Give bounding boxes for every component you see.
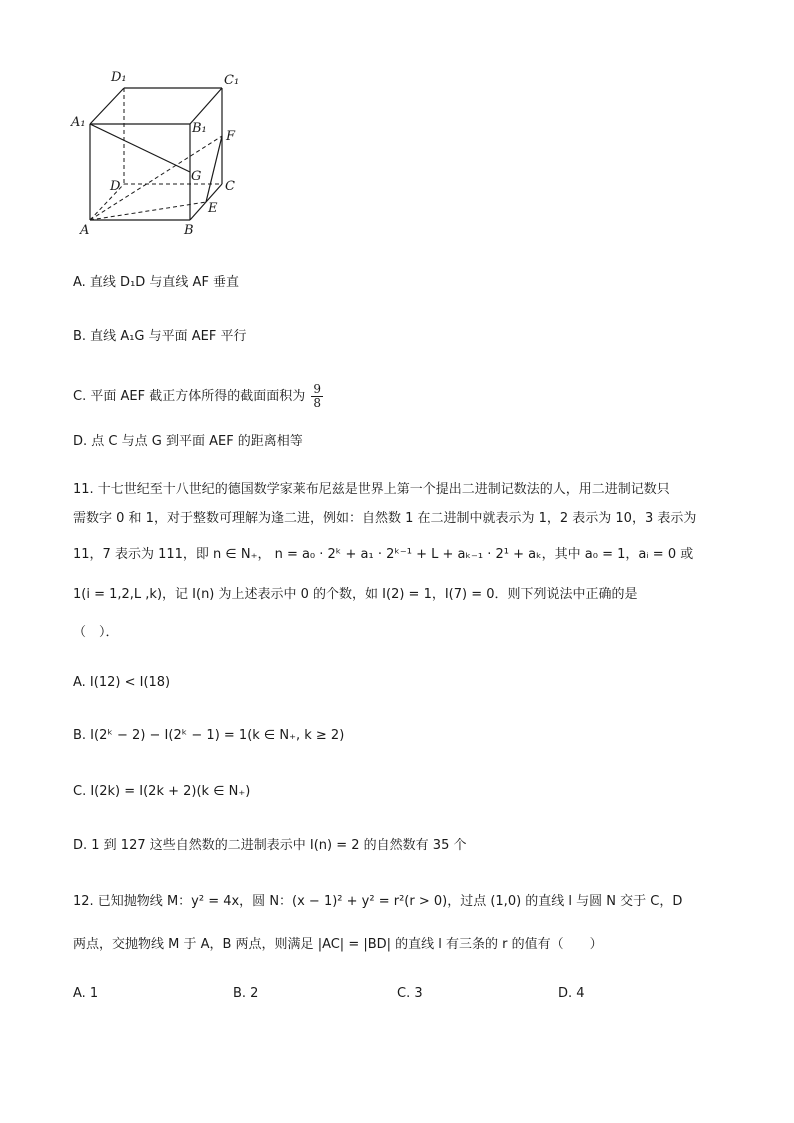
q11-stem-line-3: 11，7 表示为 111，即 n ∈ N₊， n = a₀ · 2ᵏ + a₁ · 2ᵏ⁻¹ + L + aₖ₋₁ · 2¹ + aₖ，其中 a₀ = 1，aᵢ = 0 或 [73,547,694,562]
q10-option-c [73,383,323,410]
label-a1: A₁ [71,115,86,130]
label-c1: C₁ [224,73,240,88]
segment-a1g [90,124,190,172]
q12-option-d: D. 4 [558,986,585,1001]
q10-option-b: B. 直线 A₁G 与平面 AEF 平行 [73,329,247,344]
q10-option-d: D. 点 C 与点 G 到平面 AEF 的距离相等 [73,434,303,449]
hidden-segment-af [90,136,222,220]
q11-option-d: D. 1 到 127 这些自然数的二进制表示中 I(n) = 2 的自然数有 35 个 [73,838,467,853]
q11-stem-line-2: 需数字 0 和 1，对于整数可理解为逢二进，例如：自然数 1 在二进制中就表示为 1，2 表示为 10，3 表示为 [73,511,697,526]
q12-stem-line-2: 两点，交抛物线 M 于 A，B 两点，则满足 |AC| = |BD| 的直线 l 有三条的 r 的值有（ ） [73,937,603,952]
q10-option-c-fraction [311,383,323,410]
cube-figure [68,62,258,246]
q12-stem-line-1: 12. 已知抛物线 M：y² = 4x，圆 N：(x − 1)² + y² = r²(r > 0)，过点 (1,0) 的直线 l 与圆 N 交于 C，D [73,894,683,909]
q10-option-a: A. 直线 D₁D 与直线 AF 垂直 [73,275,240,290]
fraction-numerator: 9 [313,382,321,396]
q11-option-c: C. I(2k) = I(2k + 2)(k ∈ N₊) [73,784,251,799]
q11-stem-line-5: （ ）． [73,625,119,640]
hidden-segment-ae [90,202,206,220]
label-f: F [226,129,236,144]
q11-option-a: A. I(12) < I(18) [73,675,171,690]
q11-stem-line-1: 11. 十七世纪至十八世纪的德国数学家莱布尼兹是世界上第一个提出二进制记数法的人，用二进制记数只 [73,482,670,497]
q12-option-b: B. 2 [233,986,259,1001]
q12-option-c: C. 3 [397,986,423,1001]
label-g: G [191,169,202,184]
q12-option-a: A. 1 [73,986,99,1001]
label-c: C [225,179,235,194]
cube-diagram [68,62,258,242]
label-b: B [184,223,194,238]
label-b1: B₁ [192,121,207,136]
label-e: E [208,201,218,216]
edge-a1d1 [90,88,124,124]
label-a: A [80,223,90,238]
q11-option-b: B. I(2ᵏ − 2) − I(2ᵏ − 1) = 1(k ∈ N₊, k ≥ 2) [73,728,345,743]
q11-stem-line-4: 1(i = 1,2,L ,k)，记 I(n) 为上述表示中 0 的个数，如 I(2) = 1，I(7) = 0．则下列说法中正确的是 [73,587,638,602]
fraction-denominator: 8 [313,396,321,410]
label-d: D [110,179,121,194]
q10-option-c-text: C. 平面 AEF 截正方体所得的截面面积为 [73,389,306,404]
edge-b1c1 [190,88,222,124]
label-d1: D₁ [111,70,127,85]
